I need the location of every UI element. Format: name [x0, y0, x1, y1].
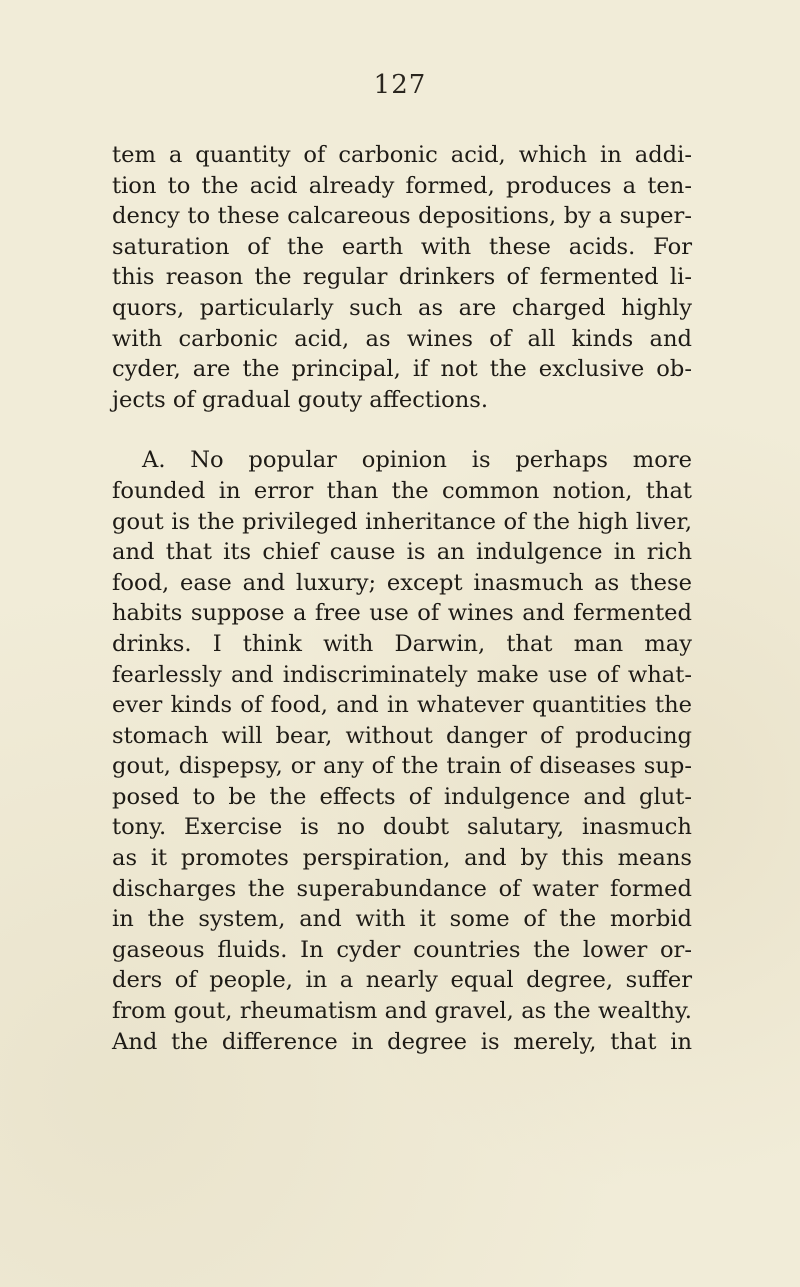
text-line: cyder, are the principal, if not the exclusive ob- — [112, 356, 692, 383]
text-line: this reason the regular drinkers of fermented li- — [112, 264, 692, 291]
body-text — [112, 140, 692, 1057]
paragraph-2 — [112, 445, 692, 1057]
text-line: in the system, and with it some of the morbid — [112, 906, 692, 933]
text-line: drinks. I think with Darwin, that man may — [112, 630, 692, 657]
text-line: tony. Exercise is no doubt salutary, inasmuch — [112, 814, 692, 841]
text-line: with carbonic acid, as wines of all kinds and — [112, 325, 692, 352]
paragraph-1 — [112, 140, 692, 415]
text-line: gout, dispepsy, or any of the train of diseases sup- — [112, 753, 692, 780]
text-line: fearlessly and indiscriminately make use of what- — [112, 661, 692, 688]
text-line: gaseous fluids. In cyder countries the lower or- — [112, 936, 692, 963]
text-line: A. No popular opinion is perhaps more — [142, 447, 692, 474]
text-line: And the difference in degree is merely, that in — [112, 1028, 692, 1055]
text-line: dency to these calcareous depositions, by a super- — [112, 203, 692, 230]
text-line: ever kinds of food, and in whatever quantities the — [112, 692, 692, 719]
text-line: gout is the privileged inheritance of the high liver, — [112, 508, 692, 535]
text-line: founded in error than the common notion, that — [112, 477, 692, 504]
text-line: habits suppose a free use of wines and fermented — [112, 600, 692, 627]
text-line: as it promotes perspiration, and by this means — [112, 845, 692, 872]
text-line: saturation of the earth with these acids. For — [112, 233, 692, 260]
text-line: and that its chief cause is an indulgence in rich — [112, 539, 692, 566]
text-line: tion to the acid already formed, produces a ten- — [112, 172, 692, 199]
text-line: tem a quantity of carbonic acid, which in addi- — [112, 142, 692, 168]
text-line: stomach will bear, without danger of producing — [112, 722, 692, 749]
text-line: ders of people, in a nearly equal degree, suffer — [112, 967, 692, 994]
text-line: jects of gradual gouty affections. — [112, 386, 489, 413]
text-line: from gout, rheumatism and gravel, as the wealthy. — [112, 998, 692, 1025]
page-number: 127 — [373, 70, 427, 100]
text-line: discharges the superabundance of water formed — [112, 875, 692, 902]
paragraph-gap — [112, 415, 692, 445]
text-line: posed to be the effects of indulgence and glut- — [112, 783, 692, 810]
text-line: quors, particularly such as are charged highly — [112, 294, 692, 321]
text-line: food, ease and luxury; except inasmuch as these — [112, 569, 692, 596]
